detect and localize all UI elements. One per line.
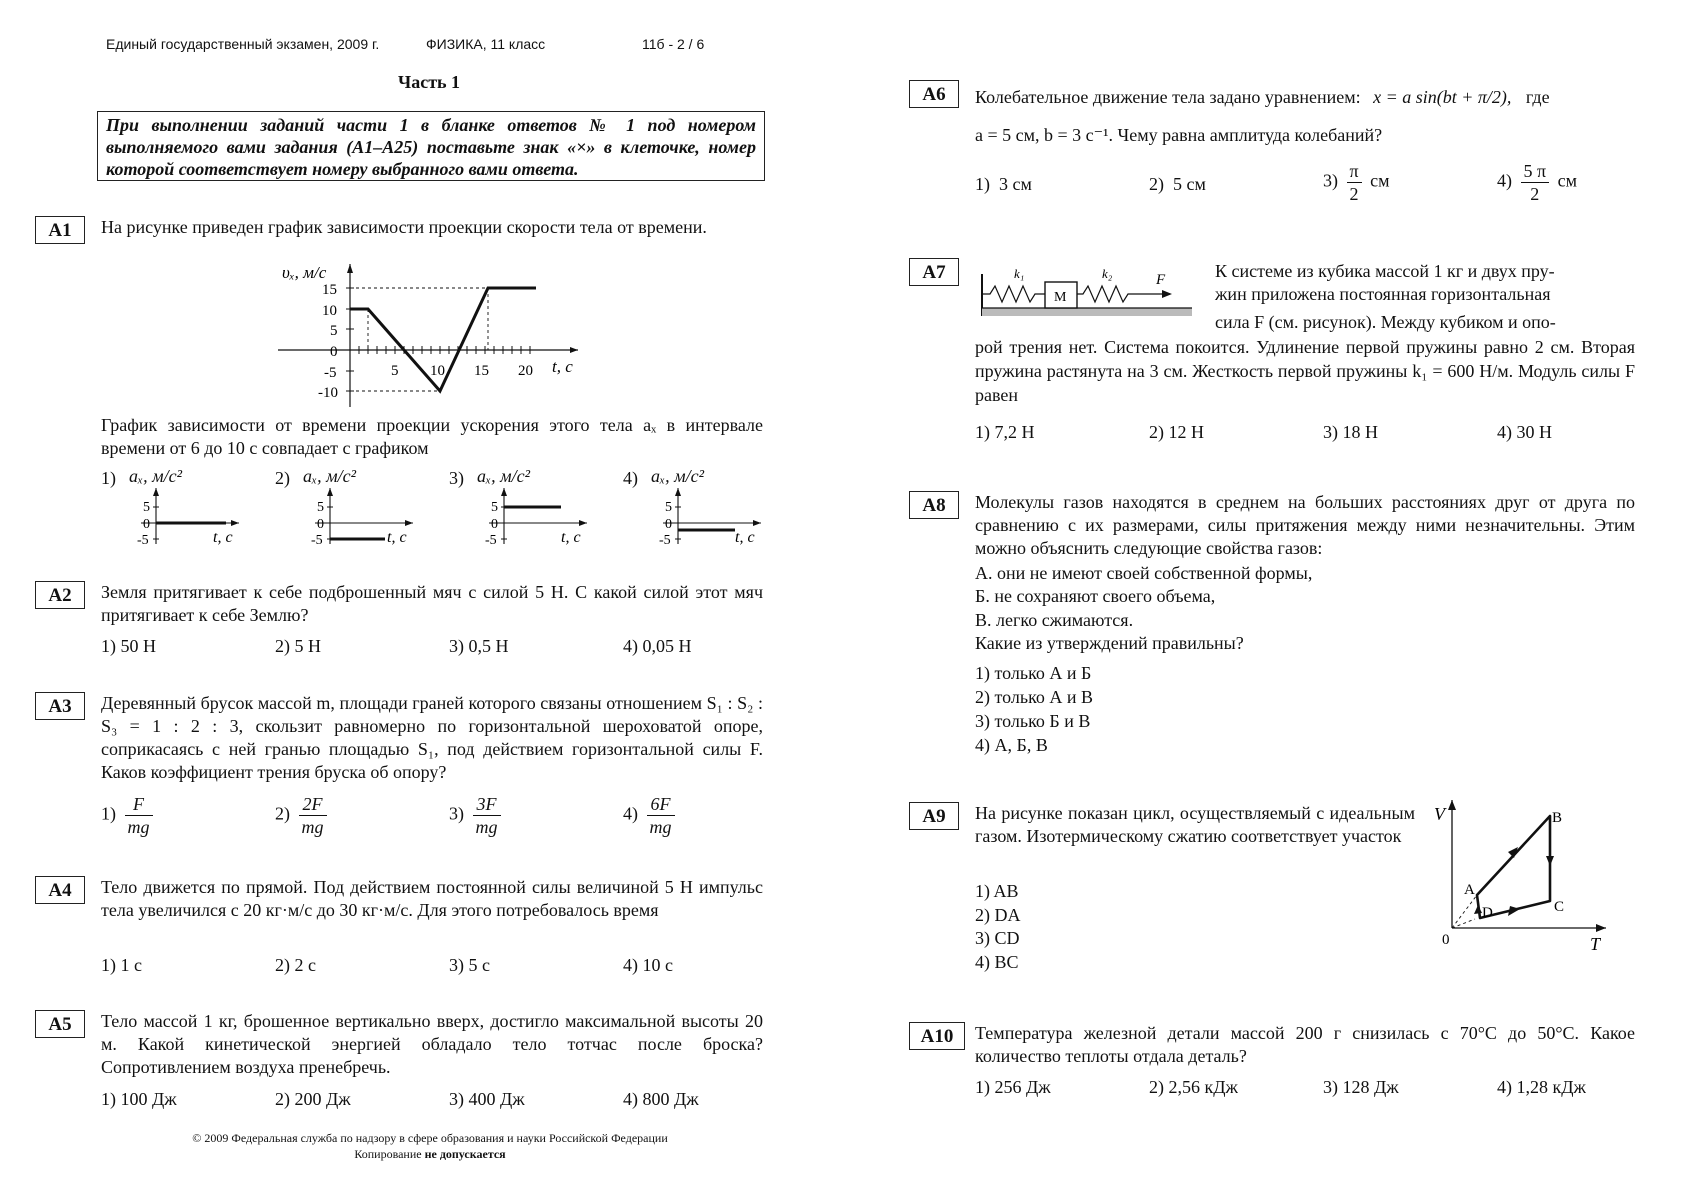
question-text-a2: Земля притягивает к себе подброшенный мяч с силой 5 Н. С какой силой этот мяч притягивает к себе Землю? — [101, 582, 763, 625]
a6-option-4[interactable] — [1497, 160, 1577, 205]
a4-option-2[interactable]: 2) 2 с — [275, 955, 316, 975]
question-label-a2: А2 — [35, 581, 85, 609]
a6-option-2[interactable] — [1149, 173, 1206, 195]
a5-option-4[interactable]: 4) 800 Дж — [623, 1089, 699, 1109]
question-text-a1: На рисунке приведен график зависимости проекции скорости тела от времени. — [101, 217, 707, 237]
force-arrow-icon — [1162, 290, 1172, 298]
denominator: mg — [127, 817, 150, 837]
a8-option-2[interactable]: 2) только А и В — [975, 687, 1094, 707]
axis-arrow-icon — [501, 488, 507, 496]
a9-option-3[interactable]: 3) CD — [975, 928, 1020, 948]
option-y-label: aₓ, м/с² — [303, 466, 356, 486]
axis-arrow-icon — [675, 488, 681, 496]
a1-options — [101, 466, 755, 546]
ytick-m5: -5 — [324, 365, 337, 381]
part-title: Часть 1 — [398, 72, 461, 92]
option-number: 2) — [1149, 174, 1164, 194]
option-graph — [305, 486, 415, 546]
tick-0: 0 — [665, 517, 672, 532]
arrow-bc-icon — [1546, 856, 1554, 866]
option-unit: см — [1370, 170, 1390, 191]
xtick-20: 20 — [518, 363, 533, 379]
tick-0: 0 — [143, 517, 150, 532]
denominator: 2 — [1349, 184, 1359, 204]
question-label-a6: А6 — [909, 80, 959, 108]
graph-y-label: υₓ, м/с — [282, 263, 327, 282]
numerator: 5 π — [1521, 160, 1550, 183]
a8-statement-c: В. легко сжимаются. — [975, 610, 1134, 630]
denominator: 2 — [1530, 184, 1540, 204]
option-y-label: aₓ, м/с² — [129, 466, 182, 486]
t-axis-arrow-icon — [1596, 924, 1606, 932]
xtick-5: 5 — [391, 363, 399, 379]
a5-option-1[interactable]: 1) 100 Дж — [101, 1089, 177, 1109]
option-value: 3 см — [999, 174, 1032, 194]
option-number: 2) — [275, 803, 290, 824]
option-y-label: aₓ, м/с² — [477, 466, 530, 486]
numerator: F — [125, 793, 153, 816]
tick-m5: -5 — [485, 533, 497, 546]
a2-option-3[interactable]: 3) 0,5 Н — [449, 636, 509, 656]
denominator: mg — [475, 817, 498, 837]
exam-title: Единый государственный экзамен, 2009 г. — [106, 36, 380, 52]
question-label-a3: А3 — [35, 692, 85, 720]
axis-arrow-icon — [579, 520, 587, 526]
footer-copyright: © 2009 Федеральная служба по надзору в сфере образования и науки Российской Федерации — [192, 1131, 668, 1145]
a4-option-1[interactable]: 1) 1 с — [101, 955, 142, 975]
ytick-10: 10 — [322, 303, 337, 319]
a5-option-2[interactable]: 2) 200 Дж — [275, 1089, 351, 1109]
question-label-a10: А10 — [909, 1022, 965, 1050]
graph-x-label: t, c — [552, 357, 573, 376]
a9-option-1[interactable]: 1) AB — [975, 881, 1019, 901]
point-d-label: D — [1482, 905, 1493, 921]
option-y-label: aₓ, м/с² — [651, 466, 704, 486]
a9-option-4[interactable]: 4) BC — [975, 952, 1019, 972]
instructions-box: При выполнении заданий части 1 в бланке ответов № 1 под номером выполняемого вами задания (А1–А25) поставьте знак «×» в клеточке, номер которой соответствует номеру выбранного вами ответа. — [97, 111, 765, 181]
footer-copy-notice — [160, 1147, 700, 1162]
question-text-a4: Тело движется по прямой. Под действием постоянной силы величиной 5 Н импульс тела увеличился с 20 кг·м/с до 30 кг·м/с. Для этого потребовалось время — [101, 877, 763, 920]
a5-option-3[interactable]: 3) 400 Дж — [449, 1089, 525, 1109]
tick-0: 0 — [317, 517, 324, 532]
k2-label: k₂ — [1102, 266, 1113, 281]
point-c-label: C — [1554, 899, 1565, 915]
vt-cycle-diagram — [1428, 798, 1608, 953]
a2-option-4[interactable]: 4) 0,05 Н — [623, 636, 692, 656]
question-label-a1: А1 — [35, 216, 85, 244]
a8-statement-b: Б. не сохраняют своего объема, — [975, 586, 1216, 606]
numerator: 2F — [299, 793, 327, 816]
question-text-a8: Молекулы газов находятся в среднем на больших расстояниях друг от друга по сравнению с их размерами, силы притяжения между ними незначительны. Этим можно объяснить следующие свойства газов: — [975, 492, 1635, 558]
ytick-m10: -10 — [318, 385, 338, 401]
question-label-a4: А4 — [35, 876, 85, 904]
floor-hatching — [982, 308, 1192, 316]
a8-statement-a: А. они не имеют своей собственной формы, — [975, 563, 1313, 583]
x-label: t, c — [561, 529, 581, 546]
axis-arrow-icon — [153, 488, 159, 496]
a2-option-2[interactable]: 2) 5 Н — [275, 636, 321, 656]
y-axis-arrow-icon — [347, 264, 353, 273]
question-text-a6 — [975, 86, 1635, 109]
question-text2-a6: a = 5 см, b = 3 с⁻¹. Чему равна амплитуда колебаний? — [975, 125, 1383, 145]
k1-label: k₁ — [1014, 266, 1025, 281]
option-number: 4) — [1497, 170, 1512, 191]
question-text-a7-rest: рой трения нет. Система покоится. Удлинение первой пружины равно 2 см. Вторая пружина растянута на 3 см. Жесткость первой пружины k₁ = 600 Н/м. Модуль силы F равен — [975, 337, 1635, 405]
numerator: 6F — [647, 793, 675, 816]
a10-option-4[interactable]: 4) 1,28 кДж — [1497, 1077, 1586, 1097]
a3-option-3[interactable] — [449, 793, 505, 838]
a7-option-4[interactable]: 4) 30 Н — [1497, 422, 1552, 442]
option-number: 2) — [275, 468, 290, 488]
a10-option-2[interactable]: 2) 2,56 кДж — [1149, 1077, 1238, 1097]
option-graph — [131, 486, 241, 546]
a8-question: Какие из утверждений правильны? — [975, 633, 1244, 653]
tick-5: 5 — [317, 500, 324, 515]
a8-option-4[interactable]: 4) А, Б, В — [975, 735, 1048, 755]
x-axis-arrow-icon — [570, 347, 578, 353]
a10-option-1[interactable]: 1) 256 Дж — [975, 1077, 1051, 1097]
xtick-15: 15 — [474, 363, 489, 379]
numerator: 3F — [473, 793, 501, 816]
a7-option-3[interactable]: 3) 18 Н — [1323, 422, 1378, 442]
spring-2 — [1077, 286, 1170, 302]
tick-m5: -5 — [137, 533, 149, 546]
velocity-graph — [278, 262, 588, 407]
spring-figure — [980, 262, 1200, 322]
tick-5: 5 — [491, 500, 498, 515]
axis-arrow-icon — [231, 520, 239, 526]
axis-arrow-icon — [405, 520, 413, 526]
tick-5: 5 — [665, 500, 672, 515]
x-label: t, c — [387, 529, 407, 546]
a3-option-4[interactable] — [623, 793, 679, 838]
a8-option-3[interactable]: 3) только Б и В — [975, 711, 1091, 731]
a4-option-3[interactable]: 3) 5 с — [449, 955, 490, 975]
option-value: 5 см — [1173, 174, 1206, 194]
a6-text-after: где — [1525, 87, 1550, 107]
a2-option-1[interactable]: 1) 50 Н — [101, 636, 156, 656]
a1-option-3[interactable] — [449, 466, 589, 546]
question-label-a8: А8 — [909, 491, 959, 519]
option-number: 3) — [449, 468, 464, 488]
ytick-5: 5 — [330, 323, 338, 339]
mass-label: M — [1054, 290, 1067, 305]
xtick-10: 10 — [430, 363, 445, 379]
t-axis-label: T — [1590, 934, 1601, 953]
tick-0: 0 — [491, 517, 498, 532]
a9-option-2[interactable]: 2) DA — [975, 905, 1021, 925]
spring-1 — [982, 286, 1045, 302]
question-label-a9: А9 — [909, 802, 959, 830]
a6-option-3[interactable] — [1323, 160, 1389, 205]
ytick-15: 15 — [322, 282, 337, 298]
a6-option-1[interactable] — [975, 173, 1032, 195]
numerator: π — [1347, 160, 1362, 183]
x-label: t, c — [213, 529, 233, 546]
force-label: F — [1156, 272, 1166, 288]
question-text-a7-line1: К системе из кубика массой 1 кг и двух пру- — [1215, 261, 1555, 281]
a8-option-1[interactable]: 1) только А и Б — [975, 663, 1092, 683]
question-text-a3: Деревянный брусок массой m, площади граней которого связаны отношением S₁ : S₂ : S₃ = 1 : 2 : 3, скользит равномерно по горизонтальной шероховатой опоре, соприкасаясь с ней гранью площадью S₁, под действием горизонтальной силы F. Каков коэффициент трения бруска об опору? — [101, 693, 763, 782]
option-number: 1) — [101, 803, 116, 824]
tick-m5: -5 — [659, 533, 671, 546]
question-text-a5: Тело массой 1 кг, брошенное вертикально вверх, достигло максимальной высоты 20 м. Какой кинетической энергией обладало тело тотчас после броска? Сопротивлением воздуха пренебречь. — [101, 1011, 763, 1077]
footer-copy-prefix: Копирование — [354, 1147, 425, 1161]
question-text-a9: На рисунке показан цикл, осуществляемый с идеальным газом. Изотермическому сжатию соответствует участок — [975, 803, 1415, 846]
page-number: 11б - 2 / 6 — [642, 36, 705, 52]
x-label: t, c — [735, 529, 755, 546]
question-label-a7: А7 — [909, 258, 959, 286]
denominator: mg — [649, 817, 672, 837]
tick-m5: -5 — [311, 533, 323, 546]
v-axis-label: V — [1434, 804, 1445, 824]
option-number: 4) — [623, 468, 638, 488]
option-number: 3) — [1323, 170, 1338, 191]
question-label-a5: А5 — [35, 1010, 85, 1038]
question-text-a7-line3: сила F (см. рисунок). Между кубиком и опо- — [1215, 312, 1556, 332]
a7-option-2[interactable]: 2) 12 Н — [1149, 422, 1204, 442]
a6-equation: x = a sin(bt + π/2), — [1373, 87, 1512, 107]
a1-option-4[interactable] — [623, 466, 763, 546]
question-text-a10: Температура железной детали массой 200 г снизилась с 70°С до 50°С. Какое количество теплоты отдала деталь? — [975, 1023, 1635, 1066]
a7-option-1[interactable]: 1) 7,2 Н — [975, 422, 1035, 442]
axis-arrow-icon — [327, 488, 333, 496]
option-graph — [479, 486, 589, 546]
a10-option-3[interactable]: 3) 128 Дж — [1323, 1077, 1399, 1097]
point-b-label: B — [1552, 810, 1563, 826]
subject-title: ФИЗИКА, 11 класс — [426, 36, 546, 52]
option-number: 4) — [623, 803, 638, 824]
v-axis-arrow-icon — [1448, 800, 1456, 810]
option-number: 1) — [101, 468, 116, 488]
axis-arrow-icon — [753, 520, 761, 526]
cycle-path — [1477, 816, 1550, 918]
option-graph — [653, 486, 763, 546]
option-number: 1) — [975, 174, 990, 194]
a3-option-2[interactable] — [275, 793, 331, 838]
point-a-label: A — [1464, 882, 1475, 898]
a3-option-1[interactable] — [101, 793, 157, 838]
option-unit: см — [1557, 170, 1577, 191]
footer-copy-bold: не допускается — [424, 1147, 506, 1161]
ytick-0: 0 — [330, 344, 338, 360]
option-number: 3) — [449, 803, 464, 824]
a1-option-1[interactable] — [101, 466, 241, 546]
question-text2-a1: График зависимости от времени проекции ускорения этого тела aₓ в интервале времени от 6 до 10 с совпадает с графиком — [101, 415, 763, 458]
question-text-a7-line2: жин приложена постоянная горизонтальная — [1215, 284, 1551, 304]
a6-text-before: Колебательное движение тела задано уравнением: — [975, 87, 1361, 107]
arrow-da-icon — [1474, 905, 1482, 914]
a4-option-4[interactable]: 4) 10 с — [623, 955, 673, 975]
origin-label: 0 — [1442, 932, 1450, 948]
a1-option-2[interactable] — [275, 466, 415, 546]
tick-5: 5 — [143, 500, 150, 515]
denominator: mg — [301, 817, 324, 837]
